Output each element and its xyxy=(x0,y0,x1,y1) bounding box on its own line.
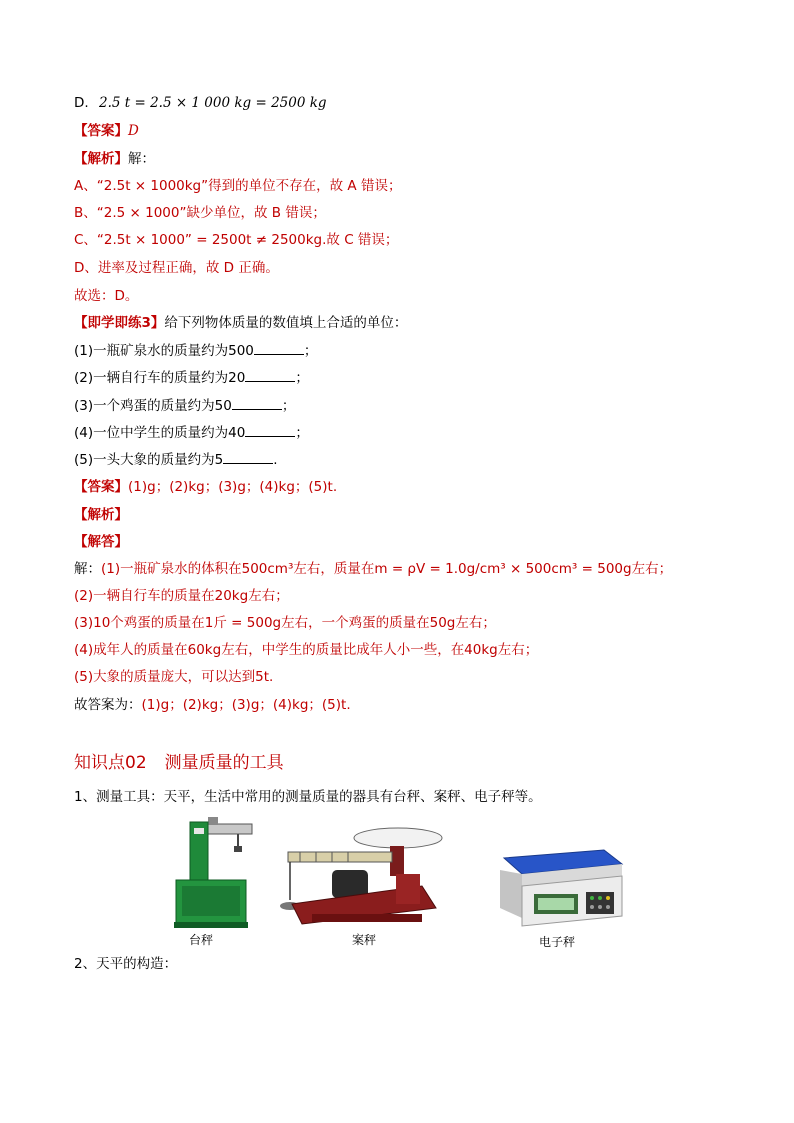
caption-counter-scale: 案秤 xyxy=(352,933,377,947)
analysis-2-tag: 【解析】 xyxy=(74,507,128,523)
final-answer-value: (1)g；(2)kg；(3)g；(4)kg；(5)t. xyxy=(141,697,351,713)
answer-blank xyxy=(223,450,273,464)
platform-scale-image xyxy=(168,814,260,932)
final-answer-prefix: 故答案为： xyxy=(74,697,142,713)
answer-1 xyxy=(74,122,139,140)
solve-tag: 【解答】 xyxy=(74,534,128,550)
answer-1-tag: 【答案】 xyxy=(74,123,128,139)
analysis-1-text: 解： xyxy=(128,151,155,167)
solution-2: (2)一辆自行车的质量在20kg左右； xyxy=(74,588,289,604)
analysis-b-line: B、“2.5 × 1000”缺少单位，故 B 错误； xyxy=(74,205,326,221)
analysis-a-line: A、“2.5t × 1000kg”得到的单位不存在，故 A 错误； xyxy=(74,178,402,194)
section-number: 知识点02 xyxy=(74,753,147,773)
answer-blank xyxy=(245,368,295,382)
answer-2 xyxy=(74,478,337,496)
item-end: . xyxy=(273,452,278,468)
answer-blank xyxy=(254,341,304,355)
section-title: 测量质量的工具 xyxy=(164,753,284,773)
item-end: ； xyxy=(281,398,296,414)
answer-2-value: (1)g；(2)kg；(3)g；(4)kg；(5)t. xyxy=(128,479,338,495)
solution-4: (4)成年人的质量在60kg左右，中学生的质量比成年人小一些，在40kg左右； xyxy=(74,642,539,658)
answer-blank xyxy=(245,423,295,437)
answer-1-value: D xyxy=(128,123,139,139)
item-4 xyxy=(74,423,309,442)
exercise-heading xyxy=(74,314,407,332)
item-end: ； xyxy=(295,425,309,441)
item-text: (3)一个鸡蛋的质量约为50 xyxy=(74,398,232,414)
item-text: (2)一辆自行车的质量约为20 xyxy=(74,370,246,386)
exercise-tag: 【即学即练3】 xyxy=(74,315,165,331)
solution-5: (5)大象的质量庞大，可以达到5t. xyxy=(74,669,274,685)
section-heading xyxy=(74,748,302,773)
item-1 xyxy=(74,341,317,360)
item-3 xyxy=(74,396,295,415)
solution-3: (3)10个鸡蛋的质量在1斤 = 500g左右，一个鸡蛋的质量在50g左右； xyxy=(74,615,496,631)
item-end: ； xyxy=(303,343,318,359)
item-2 xyxy=(74,368,309,387)
electronic-scale-image xyxy=(494,846,630,930)
tools-line: 1、测量工具：天平，生活中常用的测量质量的器具有台秤、案秤、电子秤等。 xyxy=(74,789,542,805)
item-5 xyxy=(74,450,278,469)
caption-platform-scale: 台秤 xyxy=(189,933,214,947)
answer-blank xyxy=(232,396,282,410)
solution-1 xyxy=(74,560,672,578)
item-text: (1)一瓶矿泉水的质量约为500 xyxy=(74,343,254,359)
final-answer xyxy=(74,696,351,714)
option-d-label: D. xyxy=(74,95,89,111)
structure-line: 2、天平的构造： xyxy=(74,956,178,972)
analysis-1-tag: 【解析】 xyxy=(74,151,128,167)
option-d-expression: 2.5 t = 2.5 × 1 000 kg = 2500 kg xyxy=(98,95,327,111)
item-end: ； xyxy=(295,370,309,386)
analysis-d-line: D、进率及过程正确，故 D 正确。 xyxy=(74,260,279,276)
exercise-text: 给下列物体质量的数值填上合适的单位： xyxy=(164,315,408,331)
answer-2-tag: 【答案】 xyxy=(74,479,128,495)
caption-electronic-scale: 电子秤 xyxy=(539,935,576,949)
item-text: (4)一位中学生的质量约为40 xyxy=(74,425,246,441)
counter-scale-image xyxy=(272,826,448,930)
item-text: (5)一头大象的质量约为5 xyxy=(74,452,224,468)
analysis-c-line: C、“2.5t × 1000” = 2500t ≠ 2500kg.故 C 错误； xyxy=(74,232,399,248)
analysis-1 xyxy=(74,150,155,168)
choose-line: 故选：D。 xyxy=(74,288,139,304)
option-d xyxy=(74,94,327,112)
solution-1-prefix: 解： xyxy=(74,561,101,577)
solution-1-text: (1)一瓶矿泉水的体积在500cm³左右，质量在m = ρV = 1.0g/cm³ × 500cm³ = 500g左右； xyxy=(101,561,673,577)
